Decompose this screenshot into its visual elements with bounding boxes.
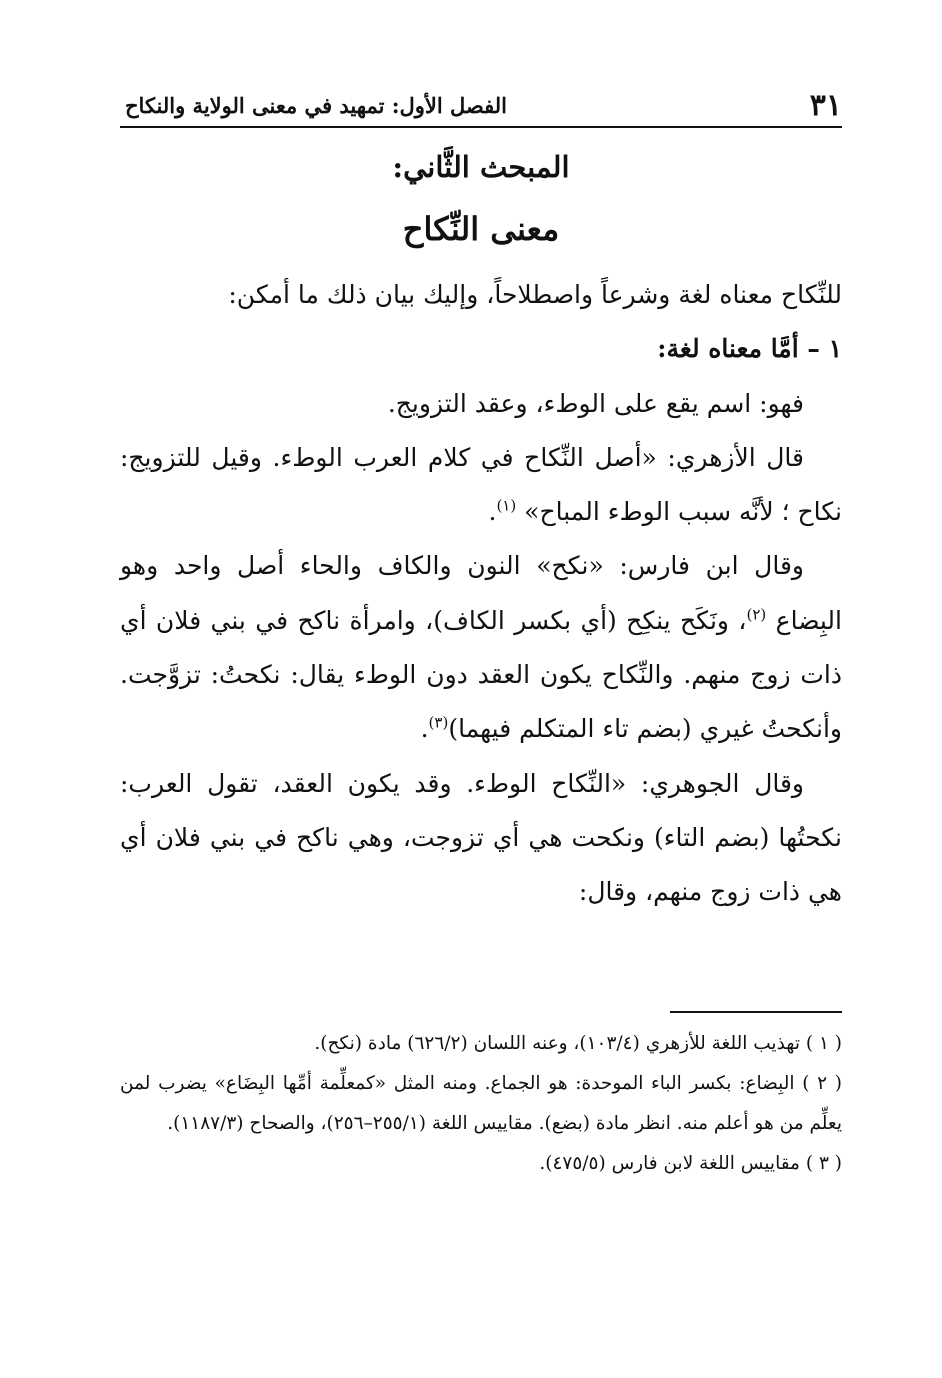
footnote-ref-1[interactable]: (١)	[496, 496, 517, 515]
footnote-2: ( ٢ ) البِضاع: بكسر الباء الموحدة: هو الجماع. ومنه المثل «كمعلِّمة أمِّها البِضَاع» يضرب لمن يعلِّم من هو أعلم منه. انظر مادة (بضع). مقاييس اللغة (٢٥٥/١–٢٥٦)، والصحاح (١١٨٧/٣).	[120, 1073, 842, 1134]
footnote-3: ( ٣ ) مقاييس اللغة لابن فارس (٤٧٥/٥).	[539, 1153, 842, 1174]
section-label: المبحث الثَّاني:	[392, 150, 570, 184]
footnote-ref-2[interactable]: (٢)	[746, 605, 767, 624]
footnote-1: ( ١ ) تهذيب اللغة للأزهري (١٠٣/٤)، وعنه اللسان (٦٢٦/٢) مادة (نكح).	[314, 1033, 842, 1054]
running-header	[120, 86, 842, 128]
intro-paragraph: للنِّكاح معناه لغة وشرعاً واصطلاحاً، وإليك بيان ذلك ما أمكن:	[228, 280, 842, 309]
main-text	[120, 268, 842, 920]
page-number: ٣١	[809, 88, 842, 123]
chapter-title: الفصل الأول: تمهيد في معنى الولاية والنكاح	[124, 93, 507, 118]
azhari-quote: قال الأزهري: «أصل النِّكاح في كلام العرب الوطء. وقيل للتزويج: نكاح ؛ لأنَّه سبب الوطء المباح»	[120, 442, 842, 527]
ibn-faris-paragraph: وقال ابن فارس: «نكح» النون والكاف والحاء أصل واحد وهو البِضاع $^{(٢)}$، ونَكَح ينكِح (أي بكسر الكاف)، وامرأة ناكح في بني فلان أي ذات زوج منهم. والنِّكاح يكون العقد دون الوطء يقال: نكحتُ: تزوَّجت. وأنكحتُ غيري (بضم تاء المتكلم فيهما)$^{(٣)}$.	[120, 551, 842, 744]
ibn-faris-quote-b: ، ونَكَح ينكِح (أي بكسر الكاف)، وامرأة ناكح في بني فلان أي ذات زوج منهم. والنِّكاح يكون العقد دون الوطء يقال: نكحتُ: تزوَّجت. وأنكحتُ غيري (بضم تاء المتكلم فيهما)	[120, 605, 842, 744]
jawhari-paragraph: وقال الجوهري: «النِّكاح الوطء. وقد يكون العقد، تقول العرب: نكحتُها (بضم التاء) ونكحت هي أي تزوجت، وهي ناكح في بني فلان أي هي ذات زوج منهم، وقال:	[120, 768, 842, 907]
azhari-paragraph: قال الأزهري: «أصل النِّكاح في كلام العرب الوطء. وقيل للتزويج: نكاح ؛ لأنَّه سبب الوطء المباح» $^{(١)}$.	[120, 442, 842, 527]
definition-paragraph: فهو: اسم يقع على الوطء، وعقد التزويج.	[387, 388, 804, 418]
section-title: معنى النِّكاح	[402, 210, 560, 248]
footnotes	[120, 1024, 842, 1184]
footnote-divider	[670, 1011, 842, 1013]
ibn-faris-quote-a: وقال ابن فارس: «نكح» النون والكاف والحاء أصل واحد وهو البِضاع	[120, 551, 842, 635]
footnote-ref-3[interactable]: (٣)	[428, 714, 449, 733]
subheading-linguistic: ١ – أمَّا معناه لغة:	[657, 334, 842, 364]
